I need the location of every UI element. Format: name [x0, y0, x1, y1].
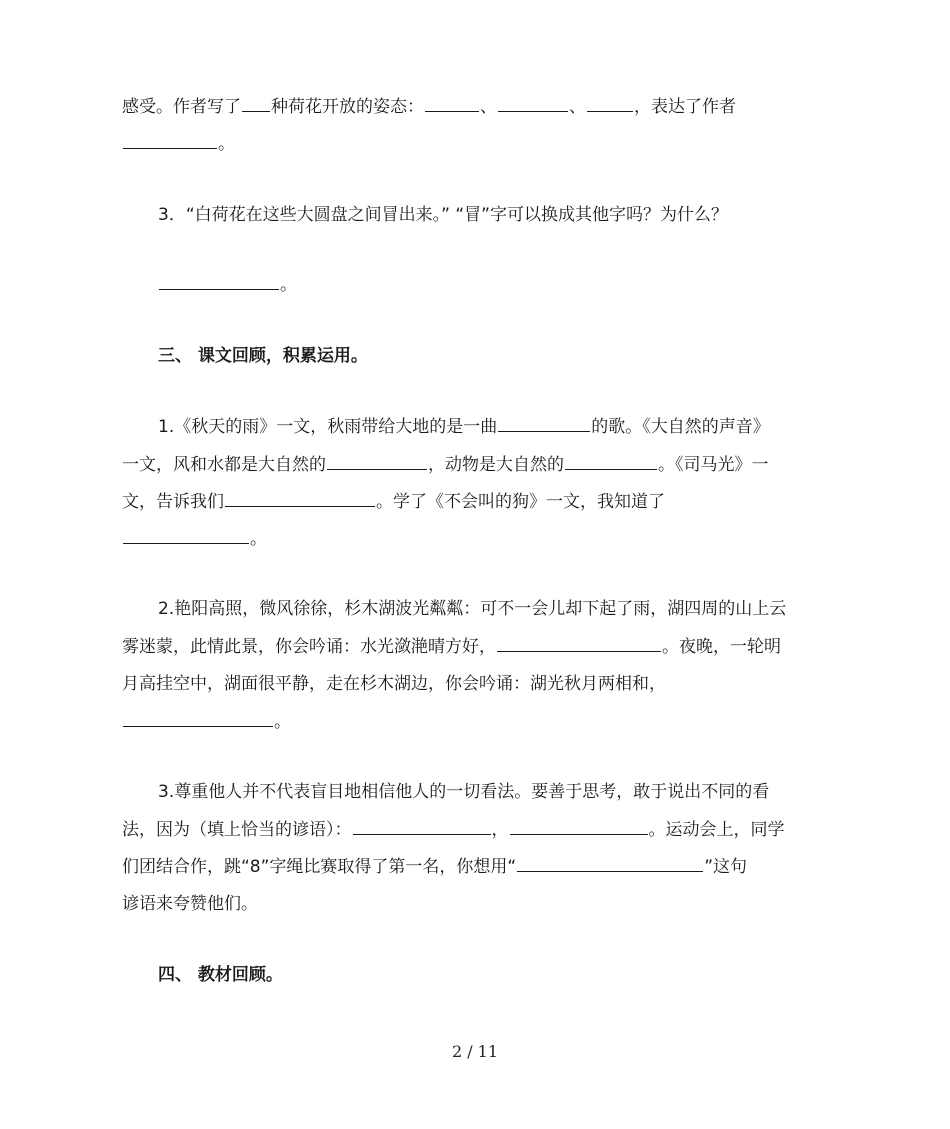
s3-item1-end: 。 — [250, 529, 267, 549]
s3-item3-line-1: 3.尊重他人并不代表盲目地相信他人的一切看法。要善于思考，敢于说出不同的看 — [158, 782, 770, 802]
blank-field — [497, 635, 661, 652]
blank-field — [587, 95, 633, 112]
blank-field — [123, 132, 217, 149]
q2-line-2 — [122, 132, 235, 156]
section-4-title: 四、 教材回顾。 — [158, 965, 283, 985]
s3-item3-text: ”这句 — [704, 857, 748, 877]
s3-item1-text: 。《司马光》一 — [658, 455, 769, 475]
s3-item3-line-3 — [122, 855, 747, 879]
s3-item1-line-4 — [122, 527, 267, 551]
blank-field — [159, 273, 279, 290]
s3-item2-line-3: 月高挂空中，湖面很平静，走在杉木湖边，你会吟诵：湖光秋月两相和， — [122, 674, 666, 694]
blank-field — [498, 415, 590, 432]
s3-item1-text: 1.《秋天的雨》一文，秋雨带给大地的是一曲 — [158, 417, 498, 437]
blank-field — [565, 453, 657, 470]
blank-field — [242, 95, 270, 112]
s3-item2-line-2 — [122, 635, 781, 659]
q2-text-c: ，表达了作者 — [634, 97, 736, 117]
blank-field — [123, 527, 249, 544]
q3-end: 。 — [280, 275, 297, 295]
s3-item2-end: 。 — [274, 712, 291, 732]
q2-end: 。 — [218, 134, 235, 154]
s3-item1-line-3 — [122, 490, 665, 514]
s3-item2-text: 雾迷蒙，此情此景，你会吟诵：水光潋滟晴方好， — [122, 637, 496, 657]
section-3-title: 三、 课文回顾，积累运用。 — [158, 346, 368, 366]
s3-item3-line-4: 谚语来夸赞他们。 — [122, 894, 258, 914]
blank-field — [225, 490, 375, 507]
q3-answer-line — [158, 273, 297, 297]
blank-field — [353, 818, 491, 835]
q2-text-b: 种荷花开放的姿态： — [271, 97, 424, 117]
s3-item2-text: 。夜晚，一轮明 — [662, 637, 781, 657]
page-number: 2 / 11 — [451, 1042, 499, 1061]
blank-field — [327, 453, 427, 470]
s3-item3-text: 。运动会上，同学 — [648, 820, 785, 840]
s3-item1-line-1 — [158, 415, 770, 439]
s3-item1-line-2 — [122, 453, 769, 477]
s3-item1-text: 。学了《不会叫的狗》一文，我知道了 — [376, 492, 665, 512]
s3-item1-text: ，动物是大自然的 — [428, 455, 564, 475]
blank-field — [498, 95, 568, 112]
s3-item3-text: 们团结合作，跳“8”字绳比赛取得了第一名，你想用“ — [122, 857, 517, 877]
q3-question: 3．“白荷花在这些大圆盘之间冒出来。” “冒”字可以换成其他字吗？为什么？ — [158, 205, 728, 225]
s3-item3-line-2 — [122, 818, 785, 842]
blank-field — [517, 855, 703, 872]
q2-text-a: 感受。作者写了 — [122, 97, 241, 117]
s3-item3-text: ， — [491, 820, 509, 840]
s3-item3-text: 法，因为（填上恰当的谚语）： — [122, 820, 352, 840]
s3-item1-text: 文，告诉我们 — [122, 492, 224, 512]
q2-sep-2: 、 — [569, 97, 586, 117]
s3-item2-line-4 — [122, 710, 291, 734]
s3-item1-text: 一文，风和水都是大自然的 — [122, 455, 326, 475]
blank-field — [425, 95, 479, 112]
blank-field — [510, 818, 648, 835]
s3-item2-line-1: 2.艳阳高照，微风徐徐，杉木湖波光粼粼：可不一会儿却下起了雨，湖四周的山上云 — [158, 599, 787, 619]
s3-item1-text: 的歌。《大自然的声音》 — [591, 417, 770, 437]
q2-line-1 — [122, 95, 736, 119]
q2-sep-1: 、 — [480, 97, 497, 117]
blank-field — [123, 710, 273, 727]
